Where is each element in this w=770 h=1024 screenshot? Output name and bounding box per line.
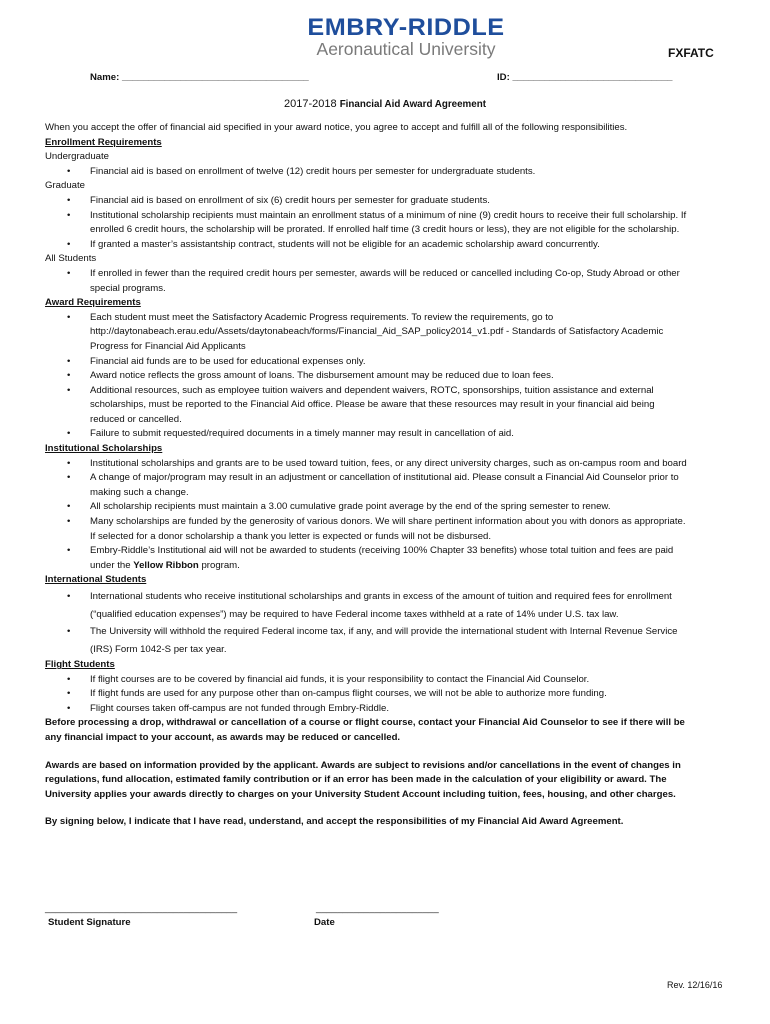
list-item: • If granted a master’s assistantship contract, students will not be eligible for an academic scholarship award concurrently. — [45, 238, 687, 253]
list-item: • If flight courses are to be covered by financial aid funds, it is your responsibility to contact the Financial Aid Counselor. — [45, 673, 687, 688]
list-item: • Failure to submit requested/required documents in a timely manner may result in cancellation of aid. — [45, 427, 687, 442]
university-logo — [288, 16, 524, 59]
title-year: 2017-2018 — [284, 98, 337, 110]
all-students-label: All Students — [45, 253, 97, 265]
list-item: • Financial aid is based on enrollment of six (6) credit hours per semester for graduate students. — [45, 194, 687, 209]
awards-notice: Awards are based on information provided by the applicant. Awards are subject to revisions and/or cancellations in the event of changes in regulations, fund allocation, estimated family contribution or if an error has been made in the calculation of your eligibility or award. The University applies your awards directly to charges on your University Student Account including tuition, fees, housing, and other charges. — [45, 759, 681, 800]
flight-list — [45, 673, 745, 717]
date-line[interactable]: _______________________ — [316, 903, 439, 914]
institutional-heading: Institutional Scholarships — [45, 443, 163, 455]
enrollment-heading: Enrollment Requirements — [45, 136, 162, 148]
logo-wordmark: EMBRY-RIDDLE — [307, 14, 505, 41]
award-list — [45, 311, 745, 442]
drop-notice: Before processing a drop, withdrawal or cancellation of a course or flight course, contact your Financial Aid Counselor to see if there will be any financial impact to your account, as awards may be reduced or cancelled. — [45, 717, 685, 743]
student-signature-label: Student Signature — [48, 917, 131, 928]
list-item: • Financial aid funds are to be used for educational expenses only. — [45, 355, 687, 370]
list-item: • International students who receive institutional scholarships and grants in excess of the amount of tuition and required fees for enrollment (“qualified education expenses”) may be required to have Federal income taxes withheld at a rate of 14% under U.S. tax law. — [45, 588, 687, 623]
list-item: • Additional resources, such as employee tuition waivers and dependent waivers, ROTC, sponsorships, tuition assistance and external scholarships, must be reported to the Financial Aid office. Please be aware that these resources may result in your financial aid being reduced or cancelled. — [45, 384, 687, 428]
title-text: Financial Aid Award Agreement — [339, 99, 486, 110]
undergraduate-list — [45, 165, 745, 180]
yellow-ribbon-pre: Embry-Riddle’s Institutional aid will not be awarded to students (receiving 100% Chapter 33 benefits) whose total tuition and fees are paid under the — [90, 545, 674, 571]
list-item: • All scholarship recipients must maintain a 3.00 cumulative grade point average by the end of the spring semester to renew. — [45, 500, 687, 515]
student-signature-line[interactable]: ____________________________________ — [45, 903, 238, 914]
international-list — [45, 588, 745, 658]
all-students-list — [45, 267, 745, 296]
page-title — [0, 98, 770, 110]
signing-notice: By signing below, I indicate that I have read, understand, and accept the responsibilities of my Financial Aid Award Agreement. — [45, 816, 624, 828]
form-code: FXFATC — [668, 46, 714, 60]
agreement-body — [45, 121, 745, 830]
id-field: ID: ______________________________ — [497, 72, 673, 83]
list-item: • Each student must meet the Satisfactory Academic Progress requirements. To review the requirements, go to http://daytonabeach.erau.edu/Assets/daytonabeach/forms/Financial_Aid_SAP_policy2014_v1.pdf - Standards of Satisfactory Academic Progress for Financial Aid Applicants — [45, 311, 687, 355]
flight-heading: Flight Students — [45, 659, 115, 670]
graduate-list — [45, 194, 745, 252]
list-item: • Institutional scholarship recipients must maintain an enrollment status of a minimum of nine (9) credit hours to receive their full scholarship. If enrolled 6 credit hours, the scholarship will be prorated. If enrolled half time (3 credit hours or less), they are not eligible for the scholarship. — [45, 209, 687, 238]
list-item: • If enrolled in fewer than the required credit hours per semester, awards will be reduced or cancelled including Co-op, Study Abroad or other special programs. — [45, 267, 687, 296]
logo-subtitle: Aeronautical University — [316, 39, 496, 59]
undergraduate-label: Undergraduate — [45, 151, 110, 163]
name-field: Name: ___________________________________ — [90, 72, 309, 83]
international-heading: International Students — [45, 574, 147, 586]
list-item: • If flight funds are used for any purpose other than on-campus flight courses, we will not be able to authorize more funding. — [45, 687, 687, 702]
list-item — [45, 544, 687, 573]
date-label: Date — [314, 917, 335, 928]
list-item: • Many scholarships are funded by the generosity of various donors. We will share pertinent information about you with donors as appropriate. If selected for a donor scholarship a thank you letter is expected or funds will not be disbursed. — [45, 515, 687, 544]
graduate-label: Graduate — [45, 180, 86, 192]
yellow-ribbon-term: Yellow Ribbon — [133, 559, 199, 571]
list-item: • Award notice reflects the gross amount of loans. The disbursement amount may be reduced due to loan fees. — [45, 369, 687, 384]
list-item: • The University will withhold the required Federal income tax, if any, and will provide the international student with Internal Revenue Service (IRS) Form 1042-S per tax year. — [45, 623, 687, 658]
signature-block — [45, 903, 745, 933]
intro-text: When you accept the offer of financial aid specified in your award notice, you agree to accept and fulfill all of the following responsibilities. — [45, 122, 628, 133]
institutional-list — [45, 457, 745, 574]
revision-date: Rev. 12/16/16 — [667, 980, 723, 990]
list-item: • Financial aid is based on enrollment of twelve (12) credit hours per semester for undergraduate students. — [45, 165, 687, 180]
yellow-ribbon-post: program. — [198, 559, 240, 571]
list-item: • A change of major/program may result in an adjustment or cancellation of institutional aid. Please consult a Financial Aid Counselor prior to making such a change. — [45, 471, 687, 500]
award-heading: Award Requirements — [45, 297, 141, 309]
list-item: • Institutional scholarships and grants are to be used toward tuition, fees, or any direct university charges, such as on-campus room and board — [45, 457, 687, 472]
list-item: • Flight courses taken off-campus are not funded through Embry-Riddle. — [45, 702, 687, 717]
